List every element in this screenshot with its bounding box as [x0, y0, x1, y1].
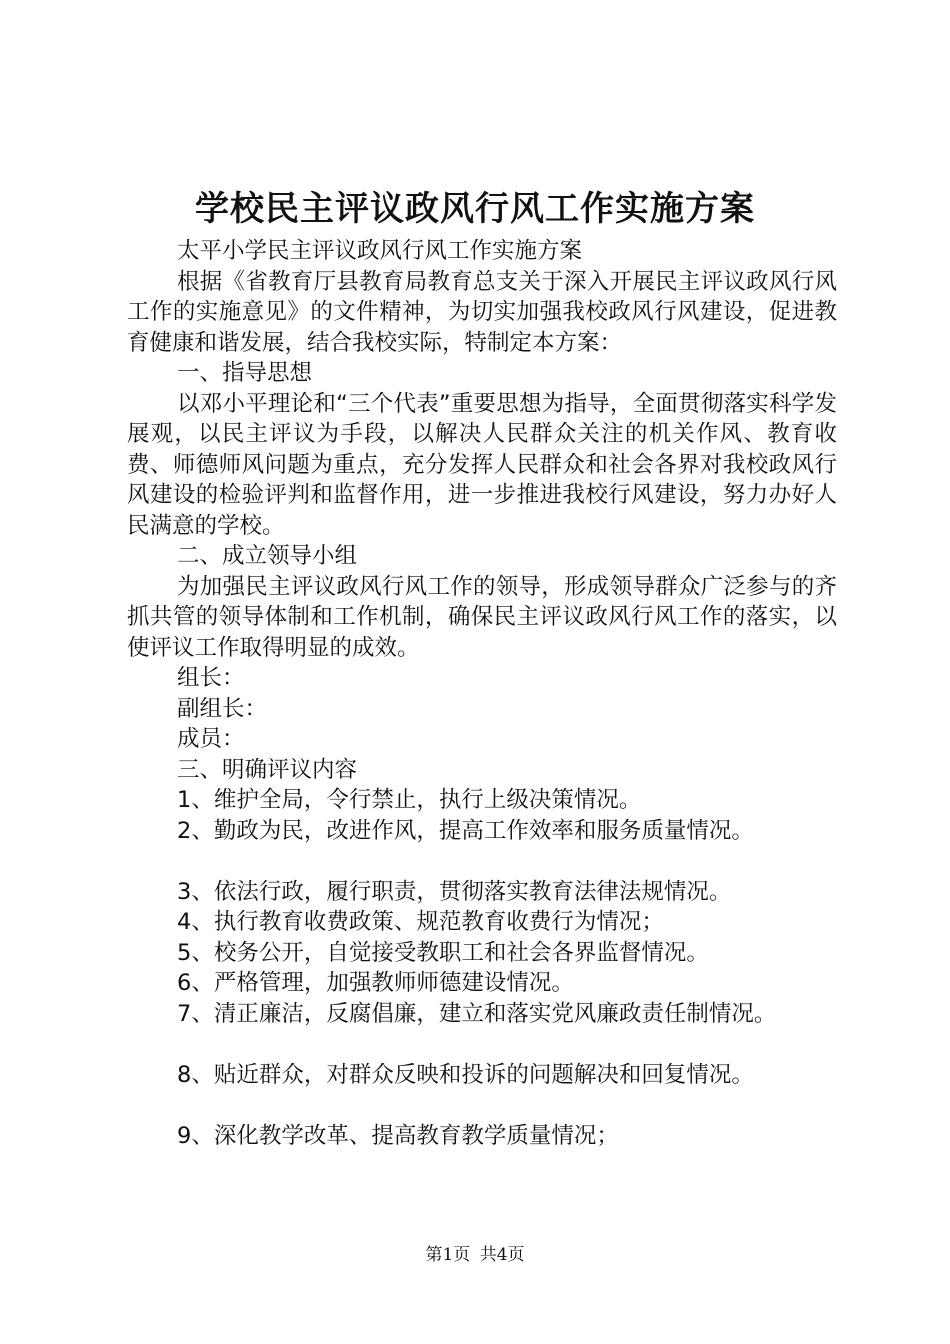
- page-footer: [0, 1244, 950, 1266]
- subtitle-paragraph: 太平小学民主评议政风行风工作实施方案: [177, 238, 583, 264]
- list-item: 7、清正廉洁，反腐倡廉，建立和落实党风廉政责任制情况。: [177, 1000, 777, 1027]
- deputy-leader-line: 副组长：: [177, 695, 268, 722]
- list-item: 9、深化教学改革、提高教育教学质量情况；: [177, 1122, 619, 1149]
- leader-line: 组长：: [177, 665, 245, 691]
- members-line: 成员：: [177, 726, 245, 752]
- list-item: 6、严格管理，加强教师师德建设情况。: [177, 970, 574, 996]
- list-item: 1、维护全局，令行禁止，执行上级决策情况。: [177, 787, 642, 813]
- list-item: 3、依法行政，履行职责，贯彻落实教育法律法规情况。: [177, 878, 732, 905]
- document-body: [127, 236, 837, 1151]
- guiding-paragraph: 以邓小平理论和“三个代表”重要思想为指导，全面贯彻落实科学发展观，以民主评议为手段，以解决人民群众关注的机关作风、教育收费、师德师风问题为重点，充分发挥人民群众和社会各界对我校政风行风建设的检验评判和监督作用，进一步推进我校行风建设，努力办好人民满意的学校。: [127, 390, 837, 539]
- list-item: 8、贴近群众，对群众反映和投诉的问题解决和回复情况。: [177, 1061, 754, 1088]
- intro-paragraph: 根据《省教育厅县教育局教育总支关于深入开展民主评议政风行风工作的实施意见》的文件精神，为切实加强我校政风行风建设，促进教育健康和谐发展，结合我校实际，特制定本方案：: [127, 268, 837, 356]
- page-total: 共4页: [479, 1245, 525, 1265]
- list-item: 5、校务公开，自觉接受教职工和社会各界监督情况。: [177, 939, 709, 966]
- blank-line: [127, 846, 837, 877]
- blank-line: [127, 1029, 837, 1060]
- section-heading-3: 三、明确评议内容: [177, 756, 358, 783]
- leadership-paragraph: 为加强民主评议政风行风工作的领导，形成领导群众广泛参与的齐抓共管的领导体制和工作机制，确保民主评议政风行风工作的落实，以使评议工作取得明显的成效。: [127, 573, 837, 661]
- list-item: 2、勤政为民，改进作风，提高工作效率和服务质量情况。: [177, 817, 754, 844]
- section-heading-1: 一、指导思想: [177, 360, 313, 386]
- list-item: 4、执行教育收费政策、规范教育收费行为情况；: [177, 909, 664, 935]
- blank-line: [127, 1090, 837, 1121]
- document-title: 学校民主评议政风行风工作实施方案: [195, 189, 755, 229]
- section-heading-2: 二、成立领导小组: [177, 543, 358, 569]
- page-number: 第1页: [425, 1245, 471, 1265]
